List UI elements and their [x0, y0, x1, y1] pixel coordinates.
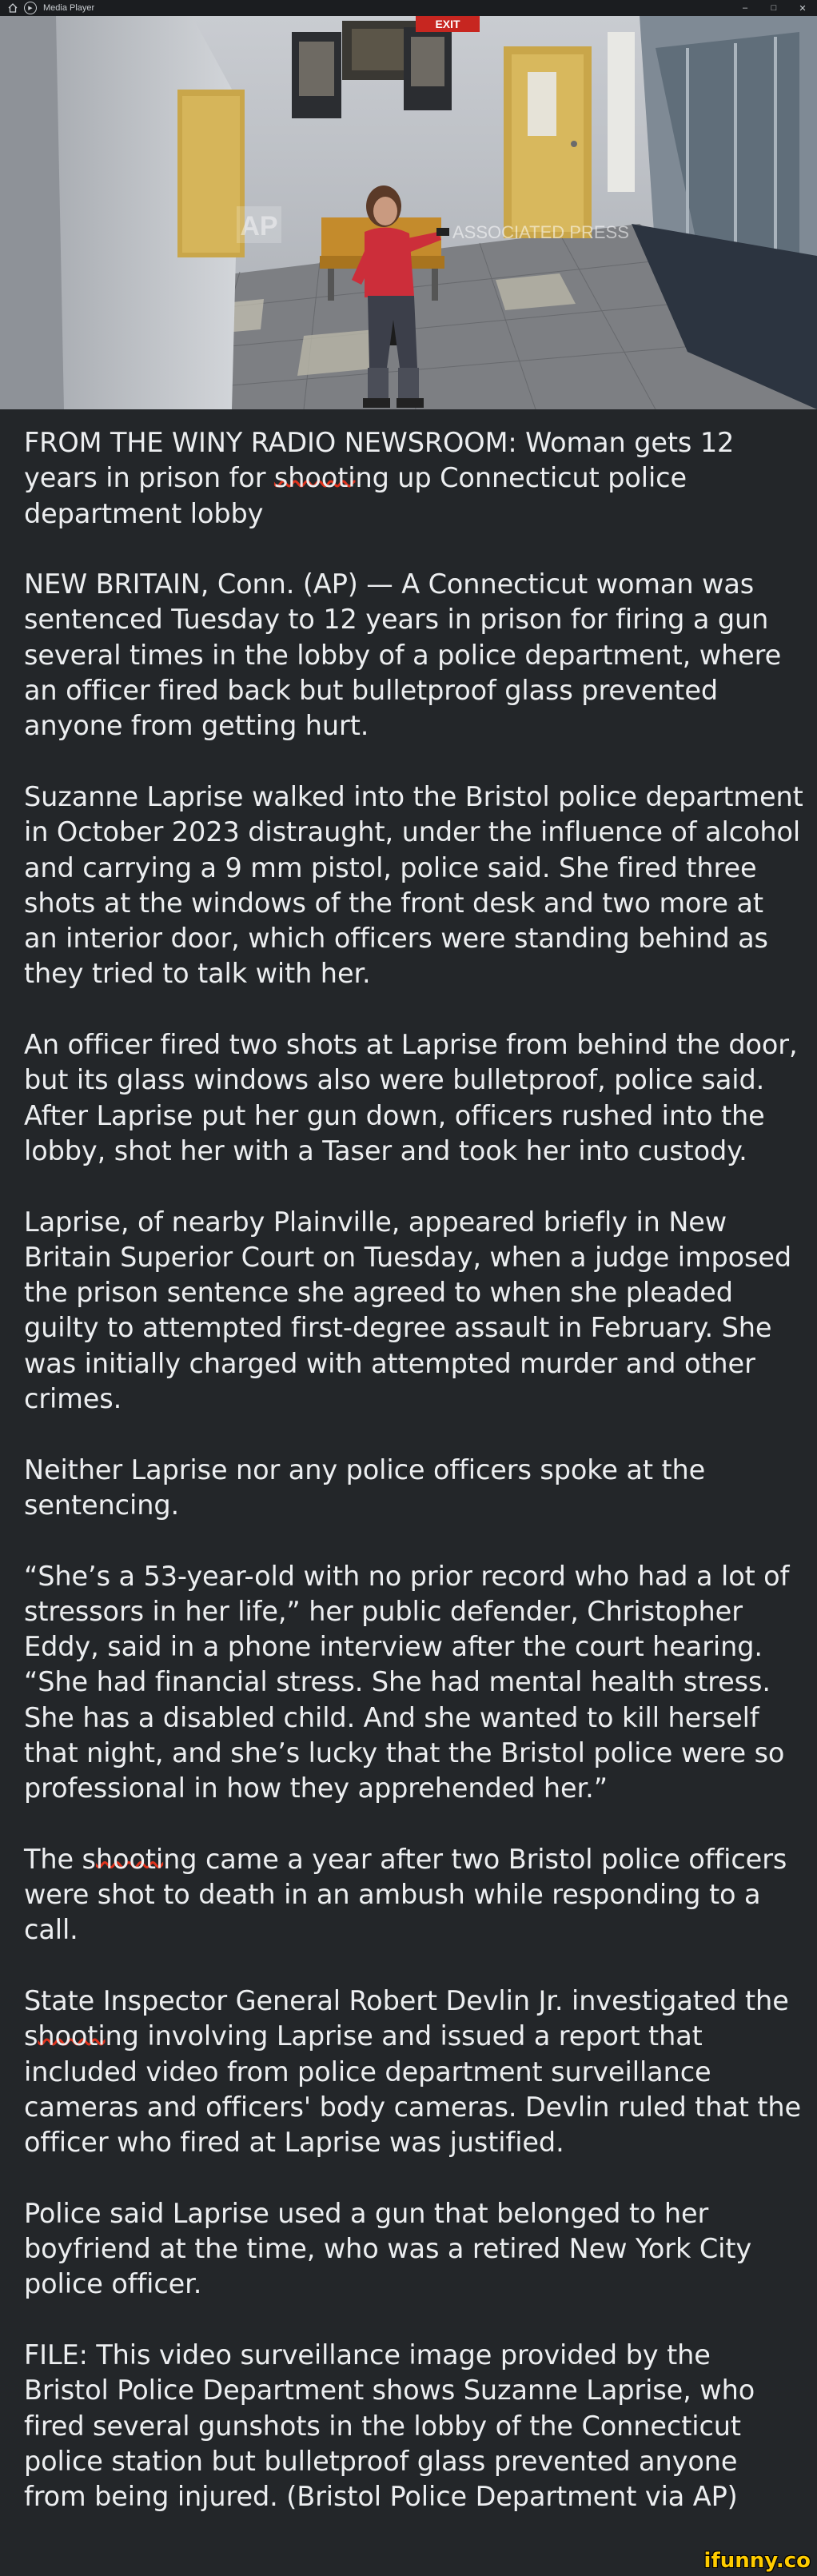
window-controls — [731, 3, 817, 14]
ap-agency-name: ASSOCIATED PRESS — [452, 222, 629, 242]
paragraph-7-start: The s — [24, 1843, 96, 1875]
close-button[interactable]: ✕ — [799, 3, 807, 14]
spellcheck-word: hooti — [38, 2020, 106, 2052]
paragraph-8 — [24, 1984, 803, 2160]
paragraph-7 — [24, 1842, 803, 1948]
paragraph-6: “She’s a 53-year-old with no prior record who had a lot of stressors in her life,” her public defender, Christopher Eddy, said in a phone interview after the court hearing. “She had financial stress. She had mental health stress. She has a disabled child. And she wanted to kill herself that night, and she’s lucky that the Bristol police were so professional in how they apprehended her.” — [24, 1560, 790, 1804]
paragraph-8-end: ng involving Laprise and issued a report that included video from police department surveillance cameras and officers' body cameras. Devlin ruled that the officer who fired at Laprise was justified. — [24, 2020, 802, 2159]
app-title: Media Player — [43, 3, 95, 13]
paragraph-3: An officer fired two shots at Laprise from behind the door, but its glass windows also were bulletproof, police said. After Laprise put her gun down, officers rushed into the lobby, shot her with a Taser and took her into custody. — [24, 1029, 798, 1166]
home-icon[interactable] — [6, 2, 19, 14]
paragraph-5: Neither Laprise nor any police officers spoke at the sentencing. — [24, 1453, 706, 1521]
spellcheck-word: hooti — [95, 1843, 164, 1875]
maximize-button[interactable]: □ — [771, 2, 777, 13]
title-bar — [0, 0, 817, 16]
ap-logo: AP — [240, 211, 278, 241]
surveillance-scene — [0, 16, 817, 409]
paragraph-9: Police said Laprise used a gun that belonged to her boyfriend at the time, who was a retired New York City police officer. — [24, 2197, 752, 2300]
paragraph-10: FILE: This video surveillance image provided by the Bristol Police Department shows Suzanne Laprise, who fired several gunshots in the lobby of the Connecticut police station but bulletproof glass prevented anyone from being injured. (Bristol Police Department via AP) — [24, 2339, 755, 2513]
surveillance-photo — [0, 16, 817, 409]
paragraph-1: NEW BRITAIN, Conn. (AP) — A Connecticut woman was sentenced Tuesday to 12 years in prison for firing a gun several times in the lobby of a police department, where an officer fired back but bulletproof glass prevented anyone from getting hurt. — [24, 568, 782, 742]
ifunny-watermark: ifunny.co — [703, 2549, 811, 2573]
paragraph-7-end: ng came a year after two Bristol police officers were shot to death in an ambush while responding to a call. — [24, 1843, 787, 1946]
minimize-button[interactable]: – — [742, 2, 748, 13]
headline — [24, 425, 803, 532]
paragraph-2: Suzanne Laprise walked into the Bristol police department in October 2023 distraught, under the influence of alcohol and carrying a 9 mm pistol, police said. She fired three shots at the windows of the front desk and two more at an interior door, which officers were standing behind as they tried to talk with her. — [24, 780, 803, 990]
media-player-icon: ▶ — [24, 2, 37, 14]
spellcheck-word: shooti — [273, 462, 356, 494]
exit-sign: EXIT — [435, 18, 460, 30]
article-body — [24, 409, 803, 2515]
headline-text-end: ng up Connecticut police department lobby — [24, 462, 687, 529]
paragraph-4: Laprise, of nearby Plainville, appeared briefly in New Britain Superior Court on Tuesday, when a judge imposed the prison sentence she agreed to when she pleaded guilty to attempted first-degree assault in February. She was initially charged with attempted murder and other crimes. — [24, 1206, 792, 1415]
headline-text-start: FROM THE WINY RADIO NEWSROOM: Woman gets 12 years in prison for — [24, 427, 735, 494]
paragraph-8-start: State Inspector General Robert Devlin Jr. investigated the s — [24, 1985, 789, 2052]
